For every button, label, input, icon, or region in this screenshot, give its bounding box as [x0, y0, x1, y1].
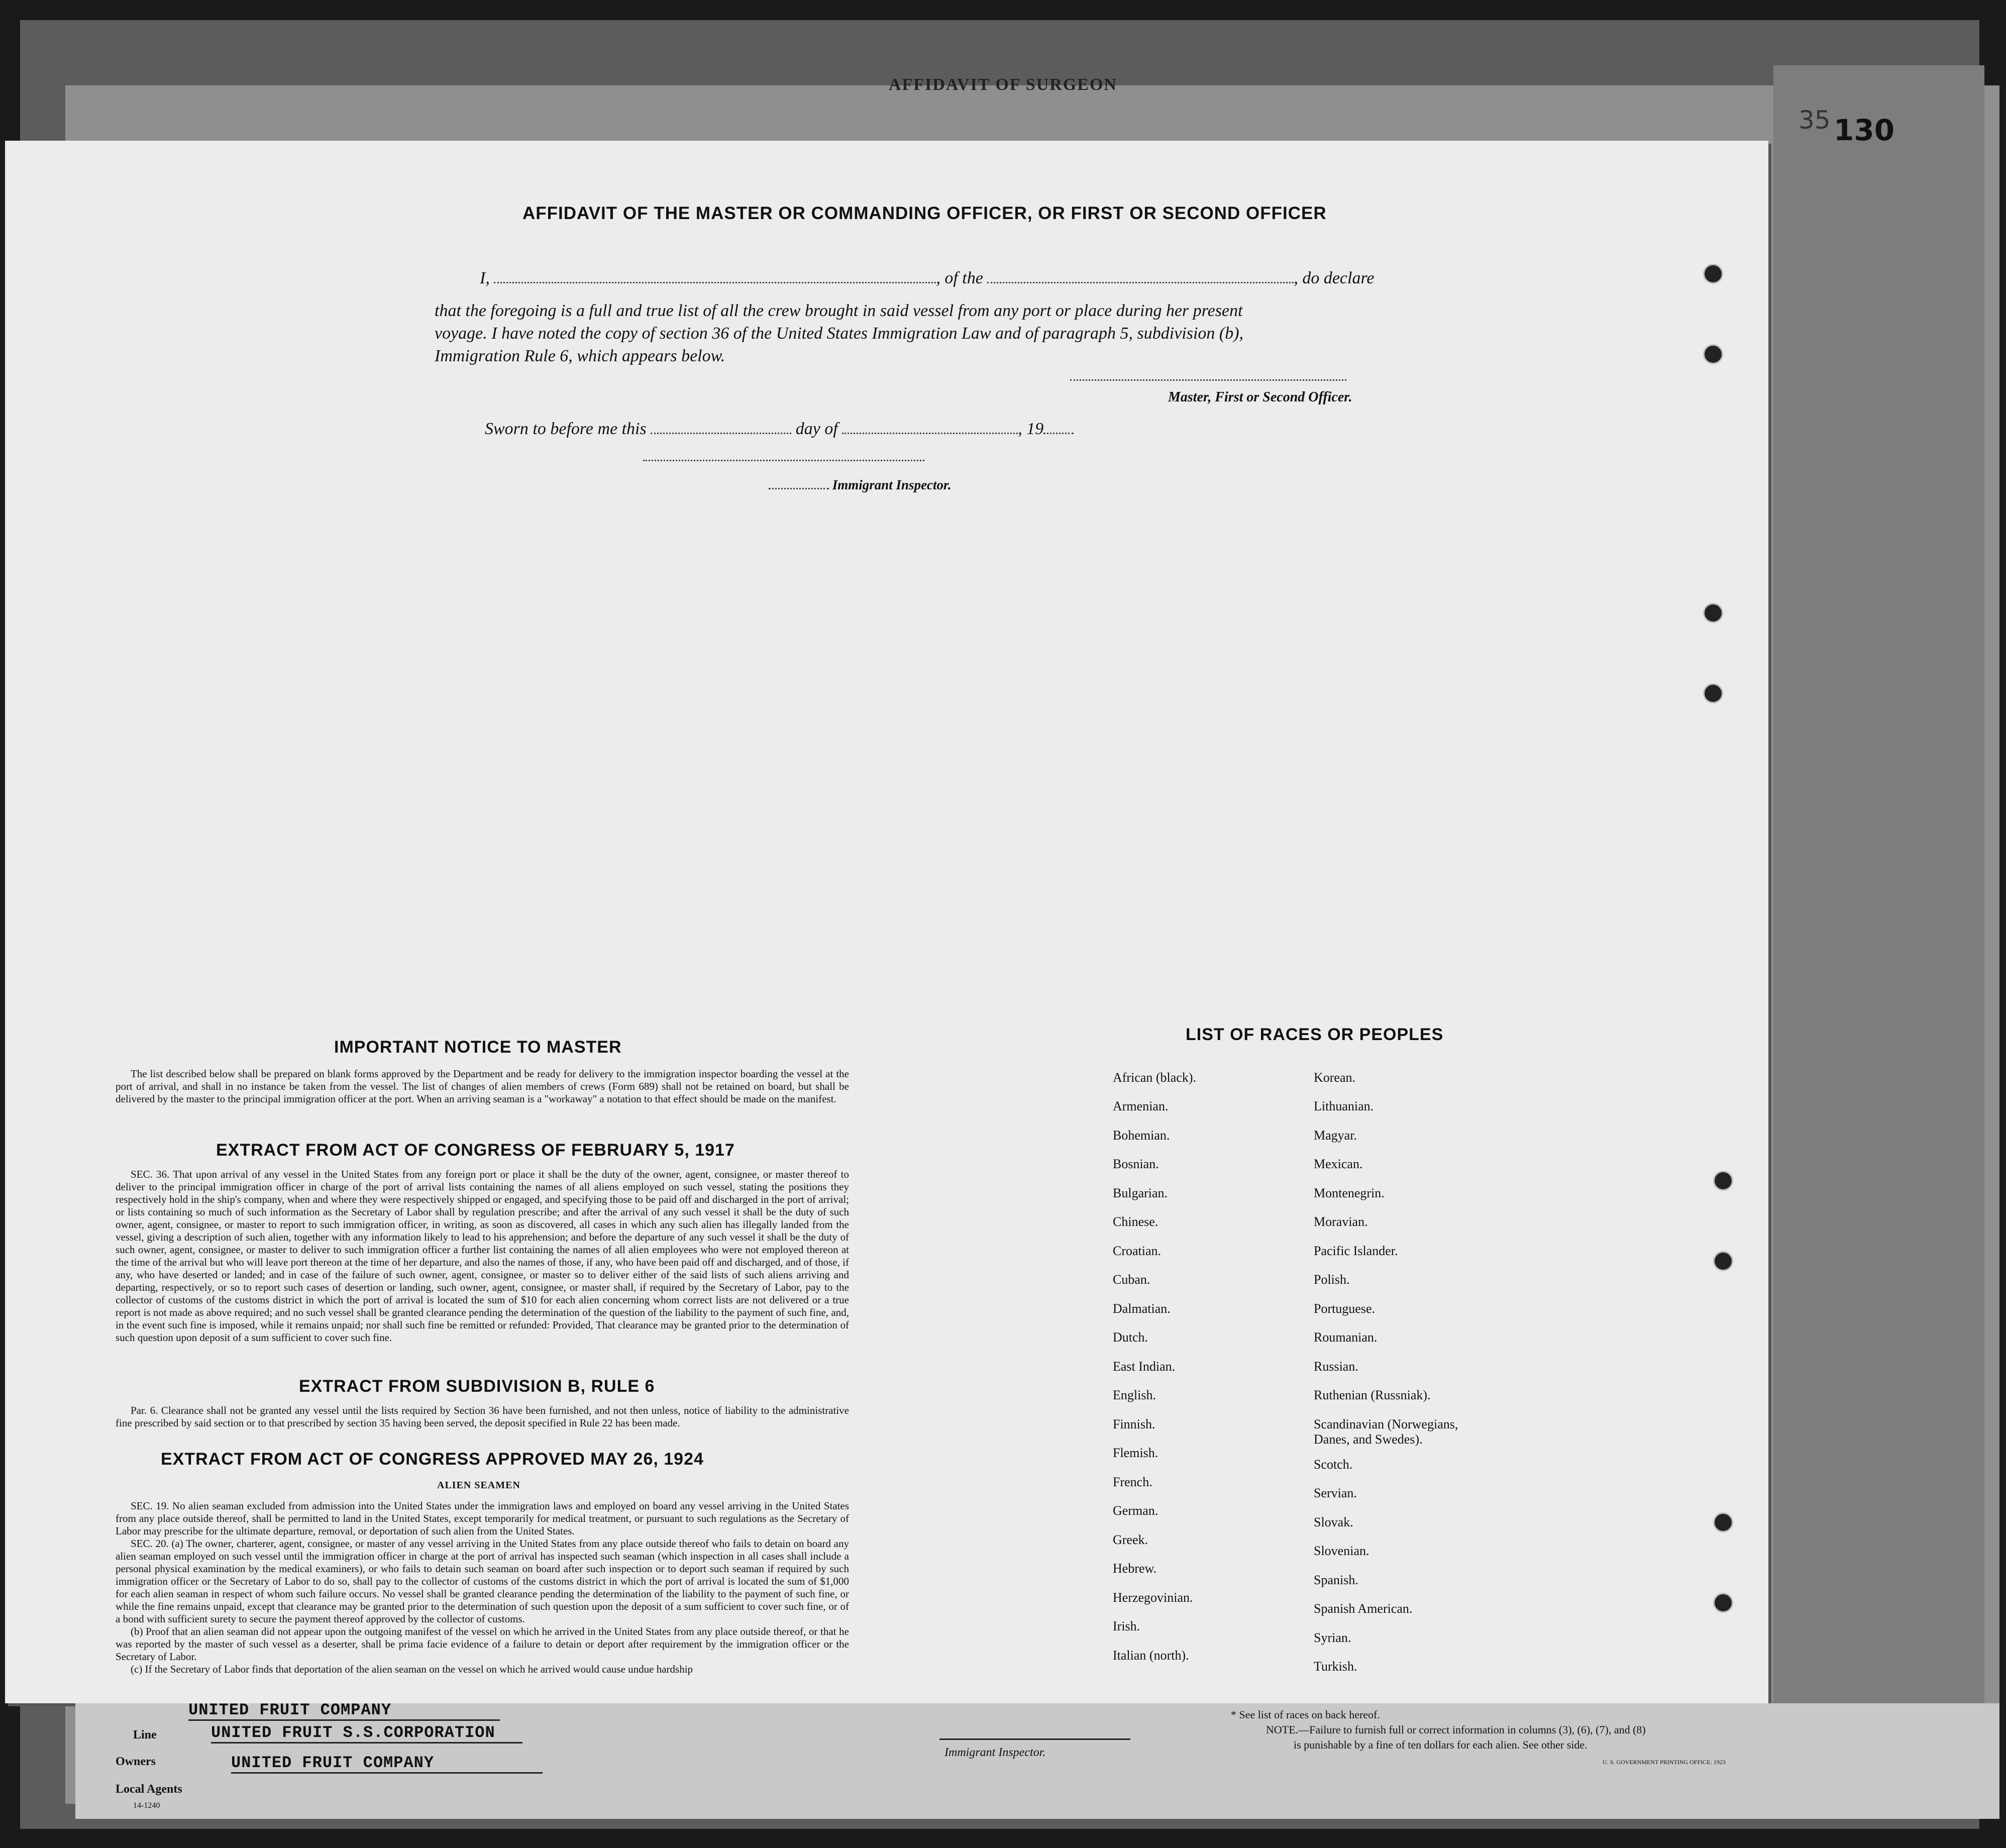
races-column-right — [1314, 1070, 1615, 1688]
race-item: Greek. — [1113, 1532, 1148, 1547]
punch-hole-icon — [1713, 1512, 1733, 1532]
race-item: Turkish. — [1314, 1659, 1357, 1674]
alien-seamen-subtitle: ALIEN SEAMEN — [437, 1480, 520, 1491]
affidavit-line-1 — [480, 269, 1384, 288]
inspector-signature-label: Immigrant Inspector. — [832, 477, 952, 492]
punch-hole-icon — [1703, 344, 1723, 364]
race-item: English. — [1113, 1388, 1156, 1402]
back-sheet-edge — [1773, 65, 1984, 1804]
extract-1924-text — [116, 1500, 849, 1701]
punch-hole-icon — [1703, 683, 1723, 703]
race-item: Korean. — [1314, 1070, 1356, 1085]
sworn-year-field[interactable] — [1043, 433, 1074, 434]
race-item: East Indian. — [1113, 1359, 1176, 1374]
race-item: Dutch. — [1113, 1330, 1148, 1345]
printer-mark: U. S. GOVERNMENT PRINTING OFFICE: 1923 — [1603, 1759, 1726, 1766]
race-item: Chinese. — [1113, 1214, 1158, 1229]
local-agents-label: Local Agents — [116, 1783, 182, 1796]
race-item: French. — [1113, 1475, 1152, 1489]
affidavit-line-2: that the foregoing is a full and true list of all the crew brought in said vessel from any port or place during her present — [435, 301, 1243, 320]
race-item: Italian (north). — [1113, 1648, 1189, 1663]
vessel-name-field[interactable] — [987, 282, 1294, 283]
race-item: Ruthenian (Russniak). — [1314, 1388, 1431, 1402]
race-item: Roumanian. — [1314, 1330, 1378, 1345]
race-item: Hebrew. — [1113, 1561, 1157, 1576]
company-typed: UNITED FRUIT COMPANY — [188, 1701, 500, 1721]
punch-hole-icon — [1713, 1171, 1733, 1191]
race-item: Montenegrin. — [1314, 1186, 1385, 1200]
race-item: Bohemian. — [1113, 1128, 1170, 1143]
declarant-name-field[interactable] — [494, 282, 936, 283]
race-item: Danes, and Swedes). — [1314, 1432, 1423, 1447]
master-signature-label: Master, First or Second Officer. — [1168, 389, 1352, 405]
race-item: Irish. — [1113, 1619, 1140, 1633]
extract-1924-paragraph-2: SEC. 20. (a) The owner, charterer, agent, consignee, or master of any vessel arriving in the United States from any place outside thereof who fails to detain on board any alien seaman employed on such vessel until the immigration officer in charge at the port of arrival has inspected such seaman (which inspection in all cases shall include a personal physical examination by the medical examiners), or who fails to detain such seaman on board after such inspection or to deport such seaman if required by such immigration officer or the Secretary of Labor to do so, shall pay to the collector of customs of the customs district in which the port of arrival is located the sum of $1,000 for each alien seaman in respect of whom such failure occurs. No vessel shall be granted clearance pending the determination of the liability to the payment of such fine, or while the fine remains unpaid, except that clearance may be granted prior to the determination of such question upon the deposit of a sum sufficient to cover such fine, or of a bond with sufficient surety to secure the payment thereof approved by the collector of customs. — [116, 1537, 849, 1625]
punch-hole-icon — [1703, 603, 1723, 623]
extract-1924-paragraph-4: (c) If the Secretary of Labor finds that deportation of the alien seaman on the vessel on which he arrived would cause undue hardship — [131, 1663, 693, 1675]
race-item: German. — [1113, 1503, 1158, 1518]
inspector-label-bottom: Immigrant Inspector. — [944, 1746, 1046, 1759]
race-item: Spanish. — [1314, 1573, 1358, 1587]
inspector-sig-dots — [769, 488, 829, 489]
race-item: Pacific Islander. — [1314, 1244, 1398, 1258]
race-item: Moravian. — [1314, 1214, 1368, 1229]
affidavit-title: AFFIDAVIT OF THE MASTER OR COMMANDING OFFICER, OR FIRST OR SECOND OFFICER — [522, 203, 1327, 223]
stamp-number: 130 — [1834, 113, 1895, 147]
race-item: Russian. — [1314, 1359, 1358, 1374]
extract-1924-title: EXTRACT FROM ACT OF CONGRESS APPROVED MAY 26, 1924 — [161, 1450, 704, 1469]
page-header: AFFIDAVIT OF SURGEON — [889, 75, 1117, 94]
notice-paragraph: The list described below shall be prepared on blank forms approved by the Department and be ready for delivery to the immigration inspector boarding the vessel at the port of arrival, and shall in no instance be taken from the vessel. The list of changes of alien members of crews (Form 689) shall not be retained on board, but shall be delivered by the master to the principal immigration officer at the port. When an arriving seaman is a "workaway" a notation to that effect should be made on the manifest. — [116, 1068, 849, 1105]
race-item: Scandinavian (Norwegians, — [1314, 1417, 1458, 1431]
race-item: Bosnian. — [1113, 1157, 1159, 1171]
race-item: Syrian. — [1314, 1630, 1351, 1645]
inspector-signature-line — [769, 477, 952, 493]
local-agents-typed: UNITED FRUIT COMPANY — [231, 1754, 543, 1774]
extract-1924-paragraph-3: (b) Proof that an alien seaman did not appear upon the outgoing manifest of the vessel on which he arrived in the United States from any place outside thereof, or that he was reported by the master of such vessel as a deserter, shall be prima facie evidence of a failure to detain or deport after requirement by the immigration officer or the Secretary of Labor. — [116, 1625, 849, 1663]
line-label: Line — [133, 1728, 157, 1741]
footer-note-3: is punishable by a fine of ten dollars for each alien. See other side. — [1294, 1738, 1588, 1751]
extract-1917-title: EXTRACT FROM ACT OF CONGRESS OF FEBRUARY 5, 1917 — [216, 1141, 735, 1160]
stamp-number-faint: 35 — [1799, 106, 1831, 135]
race-item: Scotch. — [1314, 1457, 1353, 1472]
footer-note-2: NOTE.—Failure to furnish full or correct information in columns (3), (6), (7), and (8) — [1266, 1723, 1646, 1736]
race-item: Flemish. — [1113, 1446, 1158, 1460]
affidavit-line-4: Immigration Rule 6, which appears below. — [435, 347, 725, 365]
rule-6-text — [116, 1404, 849, 1429]
sworn-line — [485, 420, 1074, 439]
races-list-title: LIST OF RACES OR PEOPLES — [1186, 1025, 1444, 1044]
master-signature-field[interactable] — [1070, 379, 1346, 381]
do-declare-label: , do declare — [1294, 269, 1375, 287]
race-item: Slovenian. — [1314, 1544, 1369, 1558]
race-item: Portuguese. — [1314, 1301, 1376, 1316]
footer-note-1: * See list of races on back hereof. — [1231, 1708, 1380, 1721]
rule-6-title: EXTRACT FROM SUBDIVISION B, RULE 6 — [299, 1377, 655, 1396]
sworn-year-label: , 19 — [1018, 420, 1044, 438]
inspector-signature-field[interactable] — [643, 460, 924, 461]
race-item: Lithuanian. — [1314, 1099, 1374, 1113]
race-item: Mexican. — [1314, 1157, 1363, 1171]
race-item: Spanish American. — [1314, 1601, 1413, 1616]
inspector-signature-line-bottom — [939, 1738, 1130, 1740]
race-item: Finnish. — [1113, 1417, 1155, 1431]
sworn-day-label: day of — [795, 420, 838, 438]
race-item: Bulgarian. — [1113, 1186, 1168, 1200]
extract-1917-text — [116, 1168, 849, 1344]
notice-title: IMPORTANT NOTICE TO MASTER — [334, 1038, 622, 1057]
declarant-prefix: I, — [480, 269, 490, 287]
race-item: Magyar. — [1314, 1128, 1357, 1143]
race-item: Herzegovinian. — [1113, 1590, 1193, 1605]
race-item: Slovak. — [1314, 1515, 1353, 1529]
race-item: Armenian. — [1113, 1099, 1169, 1113]
race-item: Croatian. — [1113, 1244, 1162, 1258]
notice-text — [116, 1068, 849, 1105]
of-the-label: , of the — [936, 269, 983, 287]
race-item: African (black). — [1113, 1070, 1197, 1085]
race-item: Dalmatian. — [1113, 1301, 1171, 1316]
punch-hole-icon — [1713, 1593, 1733, 1613]
sworn-month-field[interactable] — [842, 433, 1018, 434]
sworn-day-field[interactable] — [651, 433, 791, 434]
race-item: Servian. — [1314, 1486, 1357, 1500]
race-item: Polish. — [1314, 1272, 1350, 1287]
sworn-prefix: Sworn to before me this — [485, 420, 647, 438]
extract-1924-paragraph-1: SEC. 19. No alien seaman excluded from admission into the United States under the immigration laws and employed on board any vessel arriving in the United States from any place outside thereof, shall be permitted to land in the United States, except temporarily for medical treatment, or pursuant to such regulations as the Secretary of Labor may prescribe for the ultimate departure, removal, or deportation of such alien from the United States. — [116, 1500, 849, 1537]
affidavit-line-3: voyage. I have noted the copy of section 36 of the United States Immigration Law and of paragraph 5, subdivision (b), — [435, 324, 1244, 343]
rule-6-paragraph: Par. 6. Clearance shall not be granted any vessel until the lists required by Section 36 have been furnished, and not then unless, notice of liability to the administrative fine prescribed by said section or to that prescribed by section 35 having been served, the deposit specified in Rule 22 has been made. — [116, 1404, 849, 1429]
owners-label: Owners — [116, 1755, 156, 1768]
form-code: 14-1240 — [133, 1801, 160, 1810]
punch-hole-icon — [1703, 264, 1723, 284]
owners-typed: UNITED FRUIT S.S.CORPORATION — [211, 1723, 522, 1743]
punch-hole-icon — [1713, 1251, 1733, 1271]
race-item: Cuban. — [1113, 1272, 1150, 1287]
extract-1917-paragraph: SEC. 36. That upon arrival of any vessel in the United States from any foreign port or place it shall be the duty of the owner, agent, consignee, or master thereof to deliver to the principal immigration officer in charge of the port of arrival lists containing the names of all aliens employed on such vessel, stating the positions they respectively hold in the ship's company, when and where they were respectively shipped or engaged, and specifying those to be paid off and discharged in the port of arrival; or lists containing so much of such information as the Secretary of Labor shall by regulation prescribe; and after the arrival of any such vessel it shall be the duty of such owner, agent, consignee, or master to report to such immigration officer, in writing, as soon as discovered, all cases in which any such alien has illegally landed from the vessel, giving a description of such alien, together with any information likely to lead to his apprehension; and before the departure of any such vessel it shall be the duty of such owner, agent, consignee, or master to deliver to such immigration officer a further list containing the names of all alien employees who were not employed thereon at the time of the arrival but who will leave port thereon at the time of her departure, and also the names of those, if any, who have been paid off and discharged, and of those, if any, who have deserted or landed; and in case of the failure of such owner, agent, consignee, or master so to deliver either of the said lists of such aliens arriving and departing, respectively, or so to report such cases of desertion or landing, such owner, agent, consignee, or master shall, if required by the Secretary of Labor, pay to the collector of customs of the customs district in which the port of arrival is located the sum of $10 for each alien concerning whom correct lists are not delivered or a true report is not made as above required; and no such vessel shall be granted clearance pending the determination of the question of the liability to the payment of such fine, and, in the event such fine is imposed, while it remains unpaid; nor shall such fine be remitted or refunded: Provided, That clearance may be granted prior to the determination of such question upon deposit of a sum sufficient to cover such fine. — [116, 1168, 849, 1344]
